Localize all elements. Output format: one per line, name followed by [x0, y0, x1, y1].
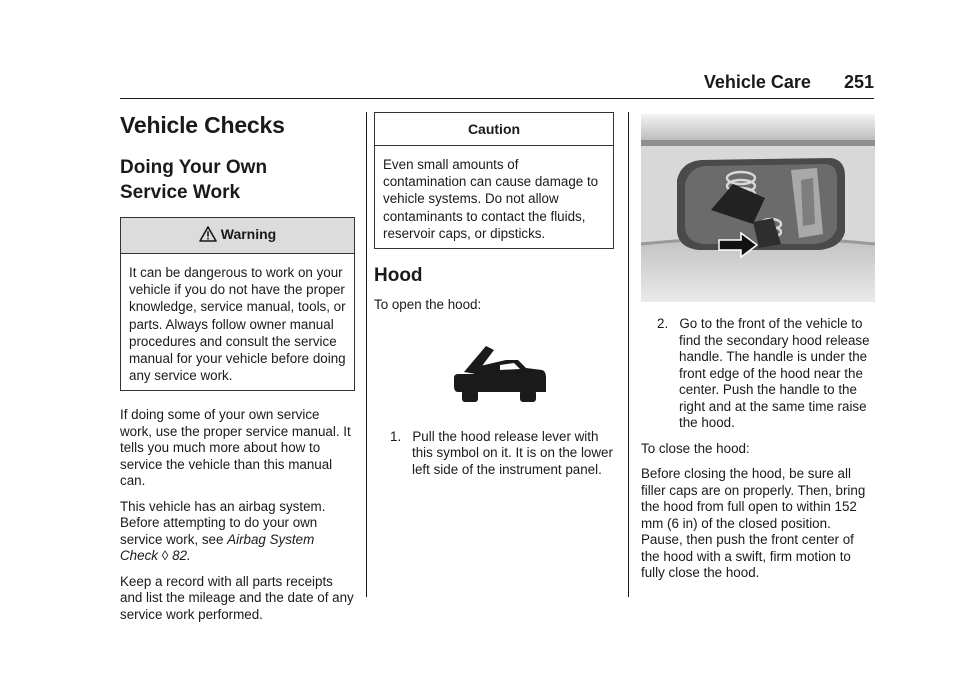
- page-header: [0, 72, 874, 93]
- hood-title: Hood: [374, 265, 423, 287]
- open-hood-steps: [374, 429, 614, 479]
- left-column: [120, 106, 355, 632]
- paragraph-service-manual: If doing some of your own service work, use the proper service manual. It tells you much more about how to service the vehicle than this manual can.: [120, 407, 351, 489]
- caution-header: [375, 113, 613, 146]
- caution-text: Even small amounts of contamination can cause damage to vehicle systems. Do not allow contaminants to contact the fluids, reservoir caps, or dipsticks.: [383, 157, 599, 241]
- warning-header: [121, 218, 354, 254]
- open-hood-steps-continued: [641, 316, 875, 432]
- step-1: [382, 429, 614, 479]
- airbag-text: This vehicle has an airbag system. Before attempting to do your own service work, see: [120, 498, 326, 547]
- warning-triangle-icon: [199, 226, 217, 245]
- paragraph-record: Keep a record with all parts receipts and list the mileage and the date of any service work performed.: [120, 573, 354, 622]
- caution-title: Caution: [467, 121, 521, 137]
- step-2-number: 2.: [657, 316, 669, 331]
- page-reference-icon: ◊: [161, 548, 169, 564]
- section-title: Vehicle Checks: [120, 112, 285, 138]
- header-divider: [120, 98, 874, 99]
- warning-text: It can be dangerous to work on your vehicle if you do not have the proper knowledge, service manual, tools, or parts. Always follow owner manual procedures and consult the service manual for your vehicle before doing any service work.: [129, 265, 346, 384]
- paragraph-airbag: [120, 499, 355, 565]
- step-1-text: Pull the hood release lever with this symbol on it. It is on the lower left side of the instrument panel.: [412, 428, 613, 477]
- hood-release-icon: [450, 338, 614, 413]
- step-2-text: Go to the front of the vehicle to find the secondary hood release handle. The handle is under the front edge of the hood near the center. Push the handle to the right and at the same time raise the hood.: [679, 316, 870, 430]
- close-hood-paragraph: Before closing the hood, be sure all filler caps are on properly. Then, bring the hood from full open to within 152 mm (6 in) of the closed position. Pause, then push the front center of the hood with a swift, firm motion to fully close the hood.: [641, 466, 866, 580]
- warning-box: [120, 217, 355, 391]
- middle-column: [374, 106, 614, 487]
- step-2: [649, 316, 875, 432]
- close-hood-intro: To close the hood:: [641, 440, 750, 456]
- hood-latch-photo: [641, 114, 875, 302]
- column-divider-2: [628, 112, 629, 597]
- caution-box: [374, 112, 614, 249]
- right-column: [641, 106, 875, 591]
- page-number: 251: [843, 72, 874, 92]
- subsection-title-line2: Service Work: [120, 182, 241, 203]
- step-1-number: 1.: [390, 428, 402, 444]
- caution-body: [375, 146, 613, 248]
- warning-body: [121, 254, 354, 390]
- chapter-title: Vehicle Care: [703, 72, 811, 92]
- subsection-title: [120, 155, 355, 205]
- column-divider-1: [366, 112, 367, 597]
- open-hood-intro: To open the hood:: [374, 297, 482, 313]
- airbag-link-text: Airbag System Check: [120, 531, 315, 564]
- warning-title: Warning: [220, 226, 277, 242]
- airbag-link-page: 82.: [172, 548, 191, 564]
- subsection-title-line1: Doing Your Own: [120, 157, 268, 178]
